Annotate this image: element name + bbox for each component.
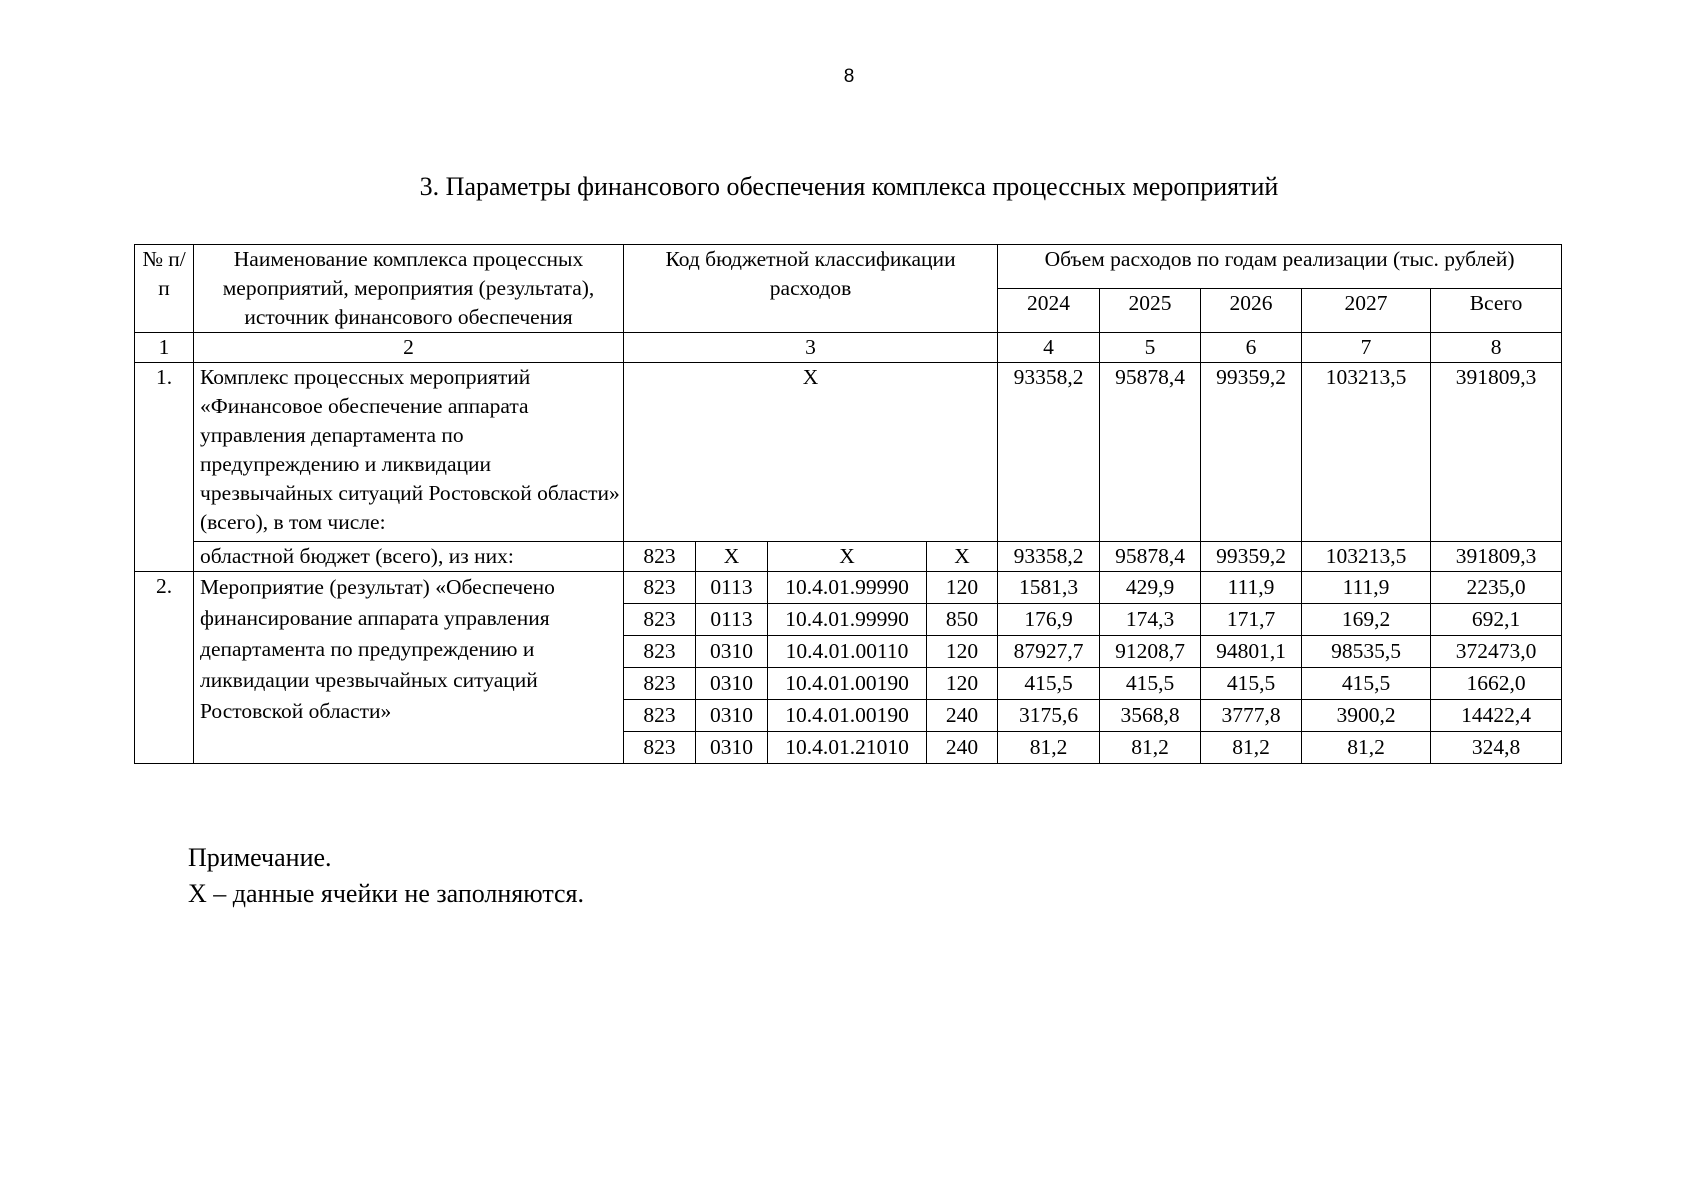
value-2025: 415,5 xyxy=(1100,667,1200,699)
row-num: 2. xyxy=(135,572,194,764)
code-column-4 xyxy=(927,572,998,764)
code-cell: 823 xyxy=(624,635,695,667)
row-name: Мероприятие (результат) «Обеспечено финансирование аппарата управления департамента по предупреждению и ликвидации чрезвычайных ситуаций Ростовской области» xyxy=(194,572,624,764)
value-total: 14422,4 xyxy=(1431,699,1561,731)
note-text: Х – данные ячейки не заполняются. xyxy=(188,879,585,908)
code-cell: 823 xyxy=(624,603,695,635)
code-cell: 10.4.01.99990 xyxy=(785,575,909,599)
code-cell: 240 xyxy=(927,699,997,731)
value-2024: 93358,2 xyxy=(998,363,1100,542)
code-cell: Х xyxy=(927,542,998,572)
code-cell: 120 xyxy=(927,635,997,667)
col-number: 5 xyxy=(1100,333,1201,363)
value-2024: 81,2 xyxy=(998,731,1099,763)
header-year-2025: 2025 xyxy=(1100,289,1201,333)
header-total: Всего xyxy=(1431,289,1562,333)
value-2027: 98535,5 xyxy=(1302,635,1430,667)
value-column-2027 xyxy=(1302,572,1431,764)
value-2027: 103213,5 xyxy=(1302,363,1431,542)
value-2026: 81,2 xyxy=(1201,731,1301,763)
value-2027: 111,9 xyxy=(1342,575,1390,599)
code-cell: 10.4.01.00110 xyxy=(768,635,926,667)
value-2027: 3900,2 xyxy=(1302,699,1430,731)
code-cell: 823 xyxy=(643,575,676,599)
code-cell: 850 xyxy=(927,603,997,635)
value-column-2026 xyxy=(1201,572,1302,764)
note-title: Примечание. xyxy=(188,843,332,872)
header-year-2027: 2027 xyxy=(1302,289,1431,333)
value-2025: 3568,8 xyxy=(1100,699,1200,731)
value-total: 2235,0 xyxy=(1466,575,1526,599)
value-2026: 3777,8 xyxy=(1201,699,1301,731)
value-2024: 415,5 xyxy=(998,667,1099,699)
value-total: 391809,3 xyxy=(1431,363,1562,542)
code-cell: 823 xyxy=(624,699,695,731)
code-column-1 xyxy=(624,572,696,764)
column-numbers-row xyxy=(135,333,1562,363)
code-cell: 823 xyxy=(624,542,696,572)
value-column-2025 xyxy=(1100,572,1201,764)
code-column-2 xyxy=(696,572,768,764)
value-2025: 95878,4 xyxy=(1100,363,1201,542)
code-cell: Х xyxy=(696,542,768,572)
code-cell: 0310 xyxy=(696,699,767,731)
table-row xyxy=(135,542,1562,572)
financing-table xyxy=(134,244,1562,764)
header-year-2024: 2024 xyxy=(998,289,1100,333)
value-2025: 429,9 xyxy=(1125,575,1175,599)
code-cell: 0310 xyxy=(696,731,767,763)
row-name: областной бюджет (всего), из них: xyxy=(194,542,624,572)
header-volume: Объем расходов по годам реализации (тыс. рублей) xyxy=(998,245,1562,289)
header-year-2026: 2026 xyxy=(1201,289,1302,333)
table-row xyxy=(135,572,1562,764)
code-cell: 10.4.01.00190 xyxy=(768,667,926,699)
note xyxy=(188,840,584,912)
value-total: 1662,0 xyxy=(1431,667,1561,699)
code-cell: 823 xyxy=(624,667,695,699)
col-number: 3 xyxy=(624,333,998,363)
code-cell: 120 xyxy=(927,667,997,699)
value-2026: 171,7 xyxy=(1201,603,1301,635)
code-cell: Х xyxy=(768,542,927,572)
value-column-2024 xyxy=(998,572,1100,764)
value-2026: 99359,2 xyxy=(1201,542,1302,572)
row-code: Х xyxy=(624,363,998,542)
code-column-3 xyxy=(768,572,927,764)
value-2026: 94801,1 xyxy=(1201,635,1301,667)
code-cell: 823 xyxy=(624,731,695,763)
code-cell: 10.4.01.00190 xyxy=(768,699,926,731)
value-2024: 87927,7 xyxy=(998,635,1099,667)
col-number: 6 xyxy=(1201,333,1302,363)
value-total: 391809,3 xyxy=(1431,542,1562,572)
value-total: 324,8 xyxy=(1431,731,1561,763)
value-2025: 95878,4 xyxy=(1100,542,1201,572)
value-2027: 103213,5 xyxy=(1302,542,1431,572)
col-number: 7 xyxy=(1302,333,1431,363)
code-cell: 0310 xyxy=(696,635,767,667)
col-number: 8 xyxy=(1431,333,1562,363)
value-total: 692,1 xyxy=(1431,603,1561,635)
value-2024: 1581,3 xyxy=(1018,575,1079,599)
value-2027: 415,5 xyxy=(1302,667,1430,699)
header-name: Наименование комплекса процессных мероприятий, мероприятия (результата), источник финансового обеспечения xyxy=(194,245,624,333)
code-cell: 240 xyxy=(927,731,997,763)
value-2024: 176,9 xyxy=(998,603,1099,635)
code-cell: 0310 xyxy=(696,667,767,699)
code-cell: 10.4.01.21010 xyxy=(768,731,926,763)
col-number: 4 xyxy=(998,333,1100,363)
value-2025: 81,2 xyxy=(1100,731,1200,763)
value-2026: 111,9 xyxy=(1227,575,1275,599)
header-num: № п/п xyxy=(135,245,194,333)
code-cell: 120 xyxy=(945,575,979,599)
col-number: 2 xyxy=(194,333,624,363)
section-title: 3. Параметры финансового обеспечения комплекса процессных мероприятий xyxy=(419,172,1279,201)
value-2024: 3175,6 xyxy=(998,699,1099,731)
value-2026: 99359,2 xyxy=(1201,363,1302,542)
value-2025: 174,3 xyxy=(1100,603,1200,635)
value-2025: 91208,7 xyxy=(1100,635,1200,667)
row-num: 1. xyxy=(135,363,194,572)
col-number: 1 xyxy=(135,333,194,363)
value-2027: 169,2 xyxy=(1302,603,1430,635)
row-name: Комплекс процессных мероприятий «Финансовое обеспечение аппарата управления департамента по предупреждению и ликвидации чрезвычайных ситуаций Ростовской области» (всего), в том числе: xyxy=(194,363,624,542)
value-total: 372473,0 xyxy=(1431,635,1561,667)
code-cell: 0113 xyxy=(696,603,767,635)
value-2026: 415,5 xyxy=(1201,667,1301,699)
value-column-total xyxy=(1431,572,1562,764)
code-cell: 0113 xyxy=(710,575,753,599)
page-number: 8 xyxy=(843,66,855,87)
table-row xyxy=(135,363,1562,542)
value-2024: 93358,2 xyxy=(998,542,1100,572)
value-2027: 81,2 xyxy=(1302,731,1430,763)
code-cell: 10.4.01.99990 xyxy=(768,603,926,635)
header-code: Код бюджетной классификации расходов xyxy=(624,245,998,333)
